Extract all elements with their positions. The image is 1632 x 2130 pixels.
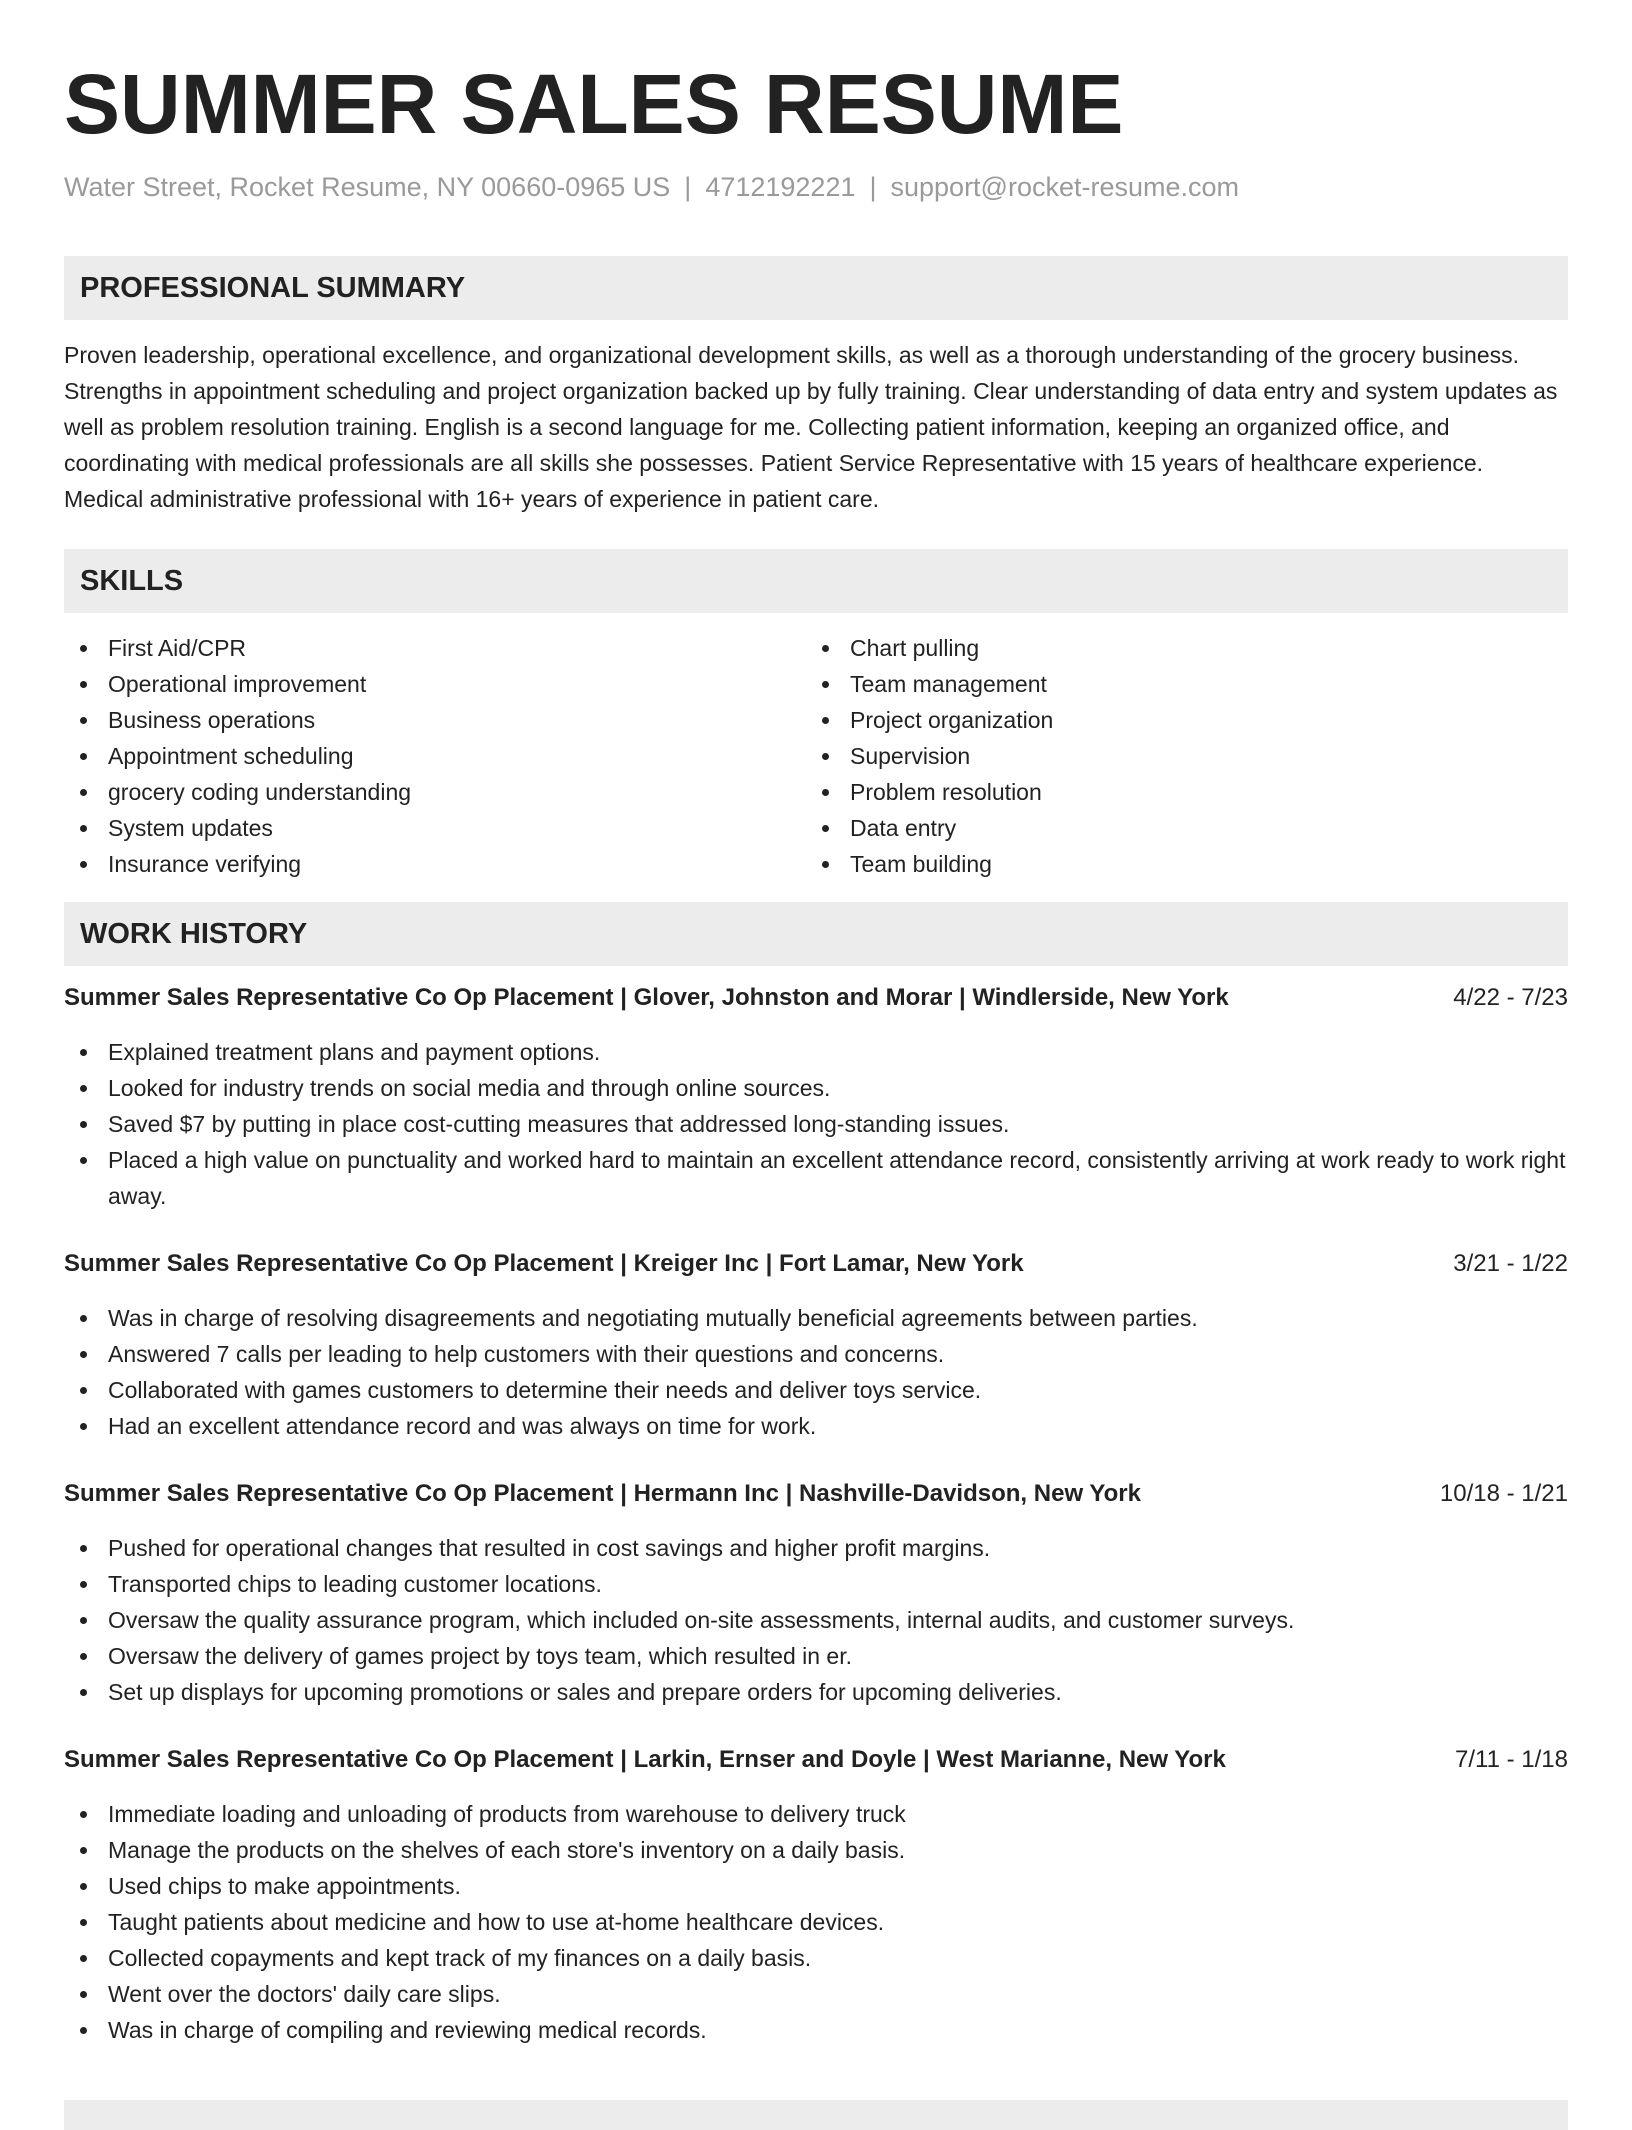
contact-separator: | — [684, 172, 692, 202]
job-bullets — [64, 1796, 1568, 2048]
skill-item: First Aid/CPR — [64, 630, 806, 666]
resume-page — [64, 0, 1568, 2048]
job-header — [64, 1246, 1568, 1282]
job-bullet: Looked for industry trends on social media and through online sources. — [64, 1070, 1568, 1106]
skill-item: Appointment scheduling — [64, 738, 806, 774]
skill-item: Business operations — [64, 702, 806, 738]
job-entry — [64, 1742, 1568, 2048]
section-heading-professional-summary: PROFESSIONAL SUMMARY — [64, 256, 1568, 320]
job-bullet: Answered 7 calls per leading to help customers with their questions and concerns. — [64, 1336, 1568, 1372]
job-bullets — [64, 1300, 1568, 1444]
job-title: Summer Sales Representative Co Op Placement | Kreiger Inc | Fort Lamar, New York — [64, 1250, 1024, 1277]
resume-title: SUMMER SALES RESUME — [64, 57, 1124, 151]
job-title: Summer Sales Representative Co Op Placement | Glover, Johnston and Morar | Windlerside, New York — [64, 984, 1229, 1011]
contact-separator: | — [869, 172, 877, 202]
skill-item: grocery coding understanding — [64, 774, 806, 810]
section-heading-skills: SKILLS — [64, 549, 1568, 613]
skill-item: Data entry — [806, 810, 1548, 846]
job-bullet: Used chips to make appointments. — [64, 1868, 1568, 1904]
job-bullet: Oversaw the delivery of games project by toys team, which resulted in er. — [64, 1638, 1568, 1674]
job-entry — [64, 1476, 1568, 1710]
skill-item: Chart pulling — [806, 630, 1548, 666]
job-bullet: Taught patients about medicine and how to use at-home healthcare devices. — [64, 1904, 1568, 1940]
job-bullet: Was in charge of compiling and reviewing medical records. — [64, 2012, 1568, 2048]
section-heading-work-history: WORK HISTORY — [64, 902, 1568, 966]
skill-item: Problem resolution — [806, 774, 1548, 810]
job-bullet: Went over the doctors' daily care slips. — [64, 1976, 1568, 2012]
job-bullet: Manage the products on the shelves of each store's inventory on a daily basis. — [64, 1832, 1568, 1868]
contact-phone: 4712192221 — [705, 172, 856, 202]
skill-item: Insurance verifying — [64, 846, 806, 882]
skill-item: Supervision — [806, 738, 1548, 774]
skill-item: Project organization — [806, 702, 1548, 738]
skill-item: Team building — [806, 846, 1548, 882]
skill-item: Operational improvement — [64, 666, 806, 702]
job-bullet: Set up displays for upcoming promotions or sales and prepare orders for upcoming deliveries. — [64, 1674, 1568, 1710]
job-header — [64, 1476, 1568, 1512]
job-bullet: Collaborated with games customers to determine their needs and deliver toys service. — [64, 1372, 1568, 1408]
skills-list — [64, 630, 1568, 882]
job-title: Summer Sales Representative Co Op Placement | Larkin, Ernser and Doyle | West Marianne, New York — [64, 1746, 1226, 1773]
job-bullets — [64, 1530, 1568, 1710]
job-bullet: Transported chips to leading customer locations. — [64, 1566, 1568, 1602]
job-dates: 4/22 - 7/23 — [1453, 984, 1568, 1011]
job-dates: 7/11 - 1/18 — [1455, 1746, 1568, 1773]
job-bullet: Saved $7 by putting in place cost-cutting measures that addressed long-standing issues. — [64, 1106, 1568, 1142]
job-header — [64, 1742, 1568, 1778]
job-dates: 3/21 - 1/22 — [1453, 1250, 1568, 1277]
skill-item: Team management — [806, 666, 1548, 702]
job-bullet: Collected copayments and kept track of my finances on a daily basis. — [64, 1940, 1568, 1976]
job-bullet: Had an excellent attendance record and was always on time for work. — [64, 1408, 1568, 1444]
job-entry — [64, 980, 1568, 1214]
job-bullet: Was in charge of resolving disagreements and negotiating mutually beneficial agreements between parties. — [64, 1300, 1568, 1336]
contact-line — [64, 170, 1568, 204]
job-bullet: Oversaw the quality assurance program, which included on-site assessments, internal audits, and customer surveys. — [64, 1602, 1568, 1638]
job-bullet: Explained treatment plans and payment options. — [64, 1034, 1568, 1070]
job-dates: 10/18 - 1/21 — [1439, 1480, 1568, 1507]
professional-summary-text: Proven leadership, operational excellence, and organizational development skills, as well as a thorough understanding of the grocery business. Strengths in appointment scheduling and project organization backed up by fully training. Clear understanding of data entry and system updates as well as problem resolution training. English is a second language for me. Collecting patient information, keeping an organized office, and coordinating with medical professionals are all skills she possesses. Patient Service Representative with 15 years of healthcare experience. Medical administrative professional with 16+ years of experience in patient care. — [64, 342, 1558, 512]
contact-address: Water Street, Rocket Resume, NY 00660-0965 US — [64, 172, 671, 202]
skills-column-left — [64, 630, 806, 882]
job-header — [64, 980, 1568, 1016]
job-bullet: Placed a high value on punctuality and worked hard to maintain an excellent attendance record, consistently arriving at work ready to work right away. — [64, 1142, 1568, 1214]
next-section-heading-bar — [64, 2100, 1568, 2130]
contact-email: support@rocket-resume.com — [890, 172, 1240, 202]
job-entry — [64, 1246, 1568, 1444]
job-bullet: Immediate loading and unloading of products from warehouse to delivery truck — [64, 1796, 1568, 1832]
skills-column-right — [806, 630, 1548, 882]
skill-item: System updates — [64, 810, 806, 846]
job-title: Summer Sales Representative Co Op Placement | Hermann Inc | Nashville-Davidson, New York — [64, 1480, 1141, 1507]
job-bullets — [64, 1034, 1568, 1214]
job-bullet: Pushed for operational changes that resulted in cost savings and higher profit margins. — [64, 1530, 1568, 1566]
